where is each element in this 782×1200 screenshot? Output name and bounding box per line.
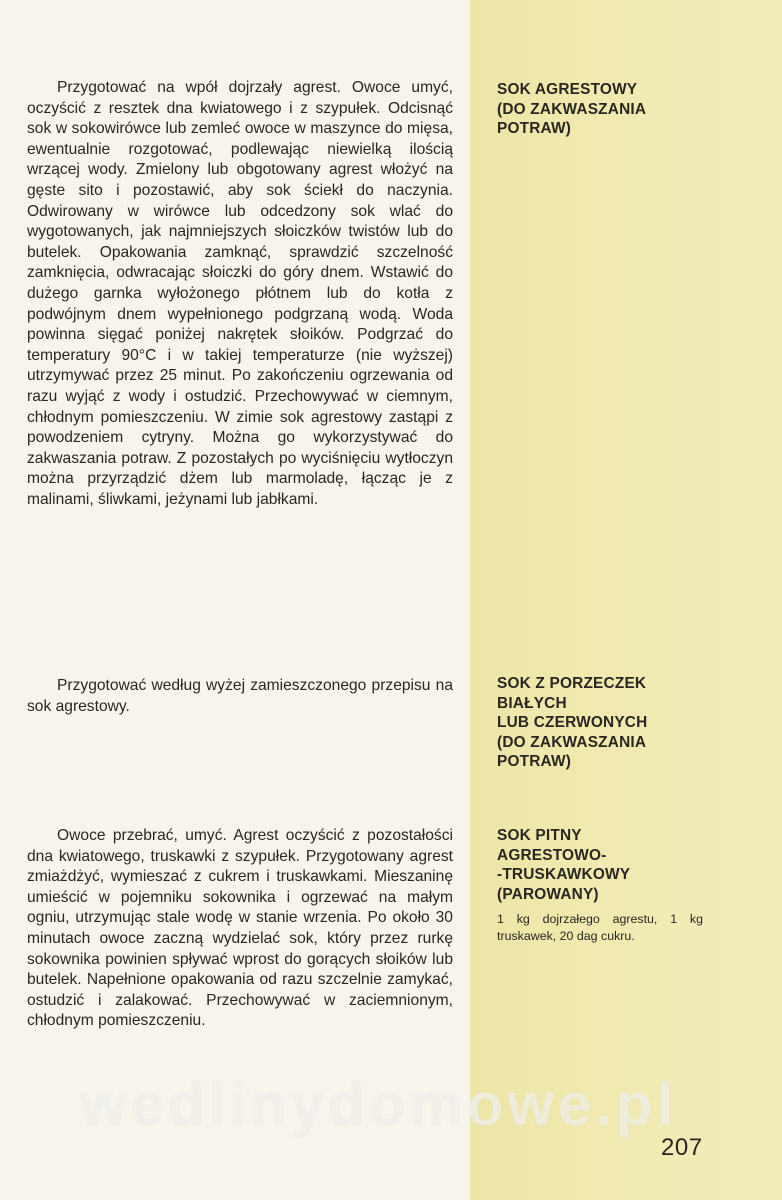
page-number: 207	[661, 1134, 703, 1161]
watermark: wedlinydomowe.pl	[80, 1071, 678, 1138]
recipe-1-title: SOK AGRESTOWY (DO ZAKWASZANIA POTRAW)	[497, 81, 647, 138]
recipe-3-title: SOK PITNY AGRESTOWO- -TRUSKAWKOWY (PAROWANY)	[497, 827, 631, 903]
recipe-1-instructions: Przygotować na wpół dojrzały agrest. Owoce umyć, oczyścić z resztek dna kwiatowego i z szypułek. Odcisnąć sok w sokowirówce lub zemleć owoce w maszynce do mięsa, ewentualnie rozgotować, podlewając niewielką ilością wrzącej wody. Zmielony lub obgotowany agrest włożyć na gęste sito i pozostawić, aby sok ściekł do naczynia. Odwirowany w wirówce lub odcedzony sok wlać do wygotowanych, jak najmniejszych słoiczków twistów lub do butelek. Opakowania zamknąć, sprawdzić szczelność zamknięcia, odwracając słoiczki do góry dnem. Wstawić do dużego garnka wyłożonego płótnem lub do kotła z podwójnym dnem wypełnionego podgrzaną wodą. Woda powinna sięgać poniżej nakrętek słoików. Podgrzać do temperatury 90°C i w takiej temperaturze (nie wyższej) utrzymywać przez 25 minut. Po zakończeniu ogrzewania od razu wyjąć z wody i ostudzić. Przechowywać w ciemnym, chłodnym pomieszczeniu. W zimie sok agrestowy zastąpi z powodzeniem cytryny. Można go wykorzystywać do zakwaszania potraw. Z pozostałych po wyciśnięciu wytłoczyn można przyrządzić dżem lub marmoladę, łącząc je z malinami, śliwkami, jeżynami lub jabłkami.	[27, 79, 453, 508]
recipe-2-title: SOK Z PORZECZEK BIAŁYCH LUB CZERWONYCH (DO ZAKWASZANIA POTRAW)	[497, 675, 648, 771]
recipe-2-instructions: Przygotować według wyżej zamieszczonego przepisu na sok agrestowy.	[27, 677, 453, 715]
recipe-3-instructions: Owoce przebrać, umyć. Agrest oczyścić z pozostałości dna kwiatowego, truskawki z szypułek. Przygotowany agrest zmiażdżyć, wymieszać z cukrem i truskawkami. Mieszaninę umieścić w pojemniku sokownika i ogrzewać na małym ogniu, utrzymując stale wodę w stanie wrzenia. Po około 30 minutach owoce zaczną wydzielać sok, który przez rurkę sokownika powinien spływać wprost do gorących słoików lub butelek. Napełnione opakowania od razu szczelnie zamykać, ostudzić i zalakować. Przechowywać w zaciemnionym, chłodnym pomieszczeniu.	[27, 827, 453, 1030]
recipe-3-ingredients: 1 kg dojrzałego agrestu, 1 kg truskawek, 20 dag cukru.	[497, 912, 703, 943]
side-column-background	[470, 0, 782, 1200]
